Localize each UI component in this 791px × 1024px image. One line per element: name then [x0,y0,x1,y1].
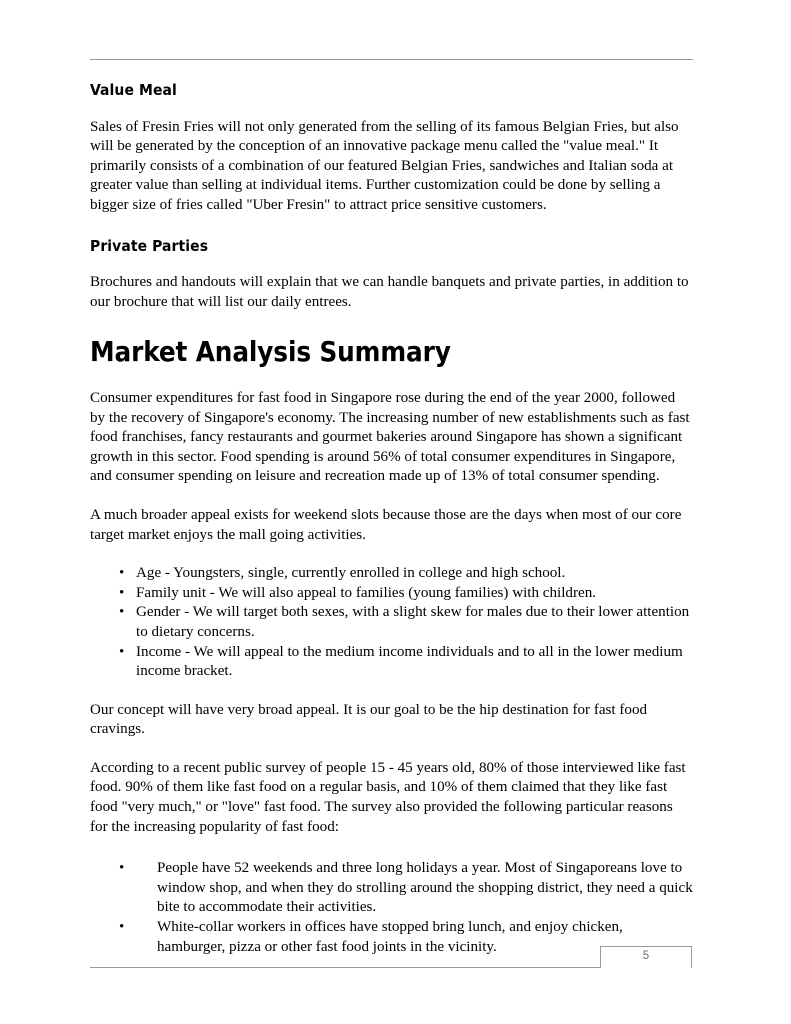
paragraph-public-survey: According to a recent public survey of people 15 - 45 years old, 80% of those interviewed like fast food. 90% of them like fast food on a regular basis, and 10% of them claimed that they like fast food "very much," or "love" fast food. The survey also provided the following particular reasons for the increasing popularity of fast food: [90,759,686,835]
list-item: • White-collar workers in offices have stopped bring lunch, and enjoy chicken, hamburger, pizza or other fast food joints in the vicinity. [90,918,694,957]
footer-rule [90,967,600,968]
paragraph-private-parties: Brochures and handouts will explain that we can handle banquets and private parties, in addition to our brochure that will list our daily entrees. [90,274,689,310]
list-item: • Gender - We will target both sexes, with a slight skew for males due to their lower attention to dietary concerns. [90,603,694,642]
page-footer [90,944,693,968]
page-number-box [600,946,692,968]
heading-market-analysis-summary: Market Analysis Summary [90,336,451,369]
paragraph-consumer-expenditures: Consumer expenditures for fast food in Singapore rose during the end of the year 2000, followed by the recovery of Singapore's economy. The increasing number of new establishments such as fast food franchises, fancy restaurants and gourmet bakeries around Singapore has shown a significant growth in this sector. Food spending is around 56% of total consumer expenditures in Singapore, and consumer spending on leisure and recreation made up of 13% of total consumer spending. [90,389,690,485]
page-number: 5 [642,950,650,962]
list-item: • Family unit - We will also appeal to families (young families) with children. [90,584,694,604]
heading-private-parties: Private Parties [90,236,209,255]
list-item: • Income - We will appeal to the medium income individuals and to all in the lower medium income bracket. [90,643,694,682]
paragraph-concept-appeal: Our concept will have very broad appeal. It is our goal to be the hip destination for fast food cravings. [90,701,648,738]
list-item: • People have 52 weekends and three long holidays a year. Most of Singaporeans love to window shop, and when they do strolling around the shopping district, they need a quick bite to accommodate their activities. [90,859,694,918]
list-popularity-reasons [90,859,694,957]
paragraph-broader-appeal: A much broader appeal exists for weekend slots because those are the days when most of our core target market enjoys the mall going activities. [90,506,682,543]
list-item: • Age - Youngsters, single, currently enrolled in college and high school. [90,564,694,584]
list-target-market [90,564,694,682]
heading-value-meal: Value Meal [90,81,177,99]
paragraph-value-meal: Sales of Fresin Fries will not only generated from the selling of its famous Belgian Fries, but also will be generated by the conception of an innovative package menu called the "value meal." It primarily consists of a combination of our featured Belgian Fries, sandwiches and Italian soda at greater value than selling at individual items. Further customization could be done by selling a bigger size of fries called "Uber Fresin" to attract price sensitive customers. [90,118,679,213]
document-body [90,0,694,957]
